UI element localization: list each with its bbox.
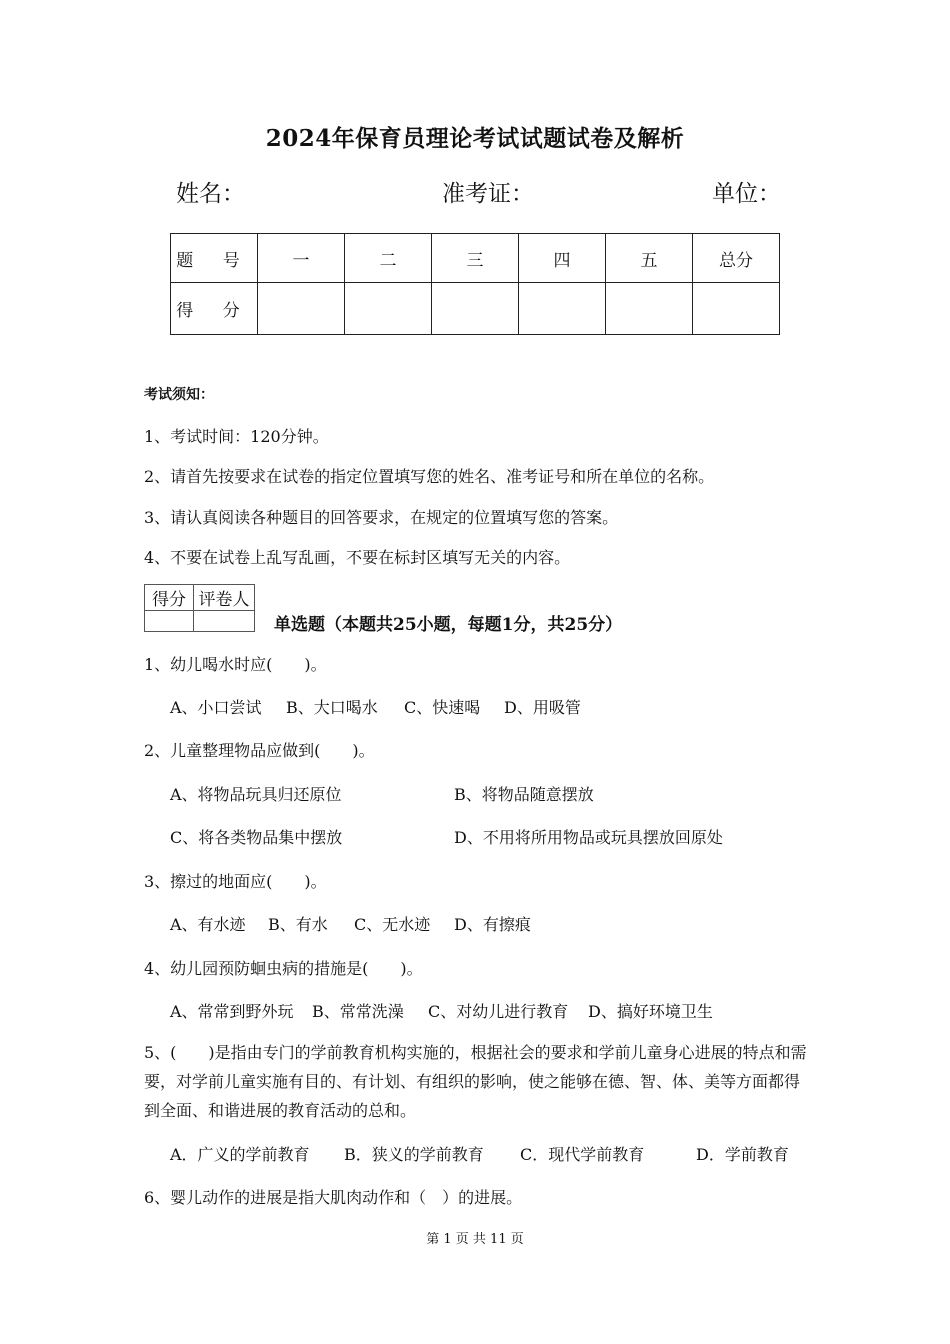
page-title: 2024年保育员理论考试试题试卷及解析 bbox=[265, 125, 685, 152]
score-cell[interactable] bbox=[519, 283, 606, 335]
score-table-column: 四 bbox=[519, 234, 606, 283]
question-stem: 4、幼儿园预防蛔虫病的措施是( )。 bbox=[144, 959, 423, 978]
question-option: D．学前教育 bbox=[696, 1145, 789, 1164]
question-option: C、无水迹 bbox=[354, 915, 431, 934]
question-option: B、有水 bbox=[268, 915, 328, 934]
grader-score-label: 得分 bbox=[145, 585, 194, 611]
question-option: C、快速喝 bbox=[404, 698, 481, 717]
exam-number-label: 准考证： bbox=[442, 181, 534, 207]
question-stem: 3、擦过的地面应( )。 bbox=[144, 872, 327, 891]
score-table bbox=[170, 233, 780, 335]
score-table-column-total: 总分 bbox=[693, 234, 780, 283]
notice-item: 2、请首先按要求在试卷的指定位置填写您的姓名、准考证号和所在单位的名称。 bbox=[144, 467, 715, 486]
question-option: B、常常洗澡 bbox=[312, 1002, 404, 1021]
question-option: D、搞好环境卫生 bbox=[588, 1002, 713, 1021]
page-footer: 第 1 页 共 11 页 bbox=[426, 1232, 524, 1247]
question-option: C、将各类物品集中摆放 bbox=[170, 828, 343, 847]
score-table-column: 五 bbox=[606, 234, 693, 283]
score-table-column: 一 bbox=[258, 234, 345, 283]
score-table-column: 三 bbox=[432, 234, 519, 283]
question-option: A、常常到野外玩 bbox=[170, 1002, 294, 1021]
question-option: D、用吸管 bbox=[504, 698, 581, 717]
question-option: A、将物品玩具归还原位 bbox=[170, 785, 342, 804]
question-option: C、对幼儿进行教育 bbox=[428, 1002, 569, 1021]
score-cell[interactable] bbox=[258, 283, 345, 335]
question-stem: 6、婴儿动作的进展是指大肌肉动作和（ ）的进展。 bbox=[144, 1188, 523, 1207]
question-option: A、有水迹 bbox=[170, 915, 246, 934]
question-option: A、小口尝试 bbox=[170, 698, 262, 717]
question-option: C．现代学前教育 bbox=[520, 1145, 645, 1164]
grader-score-cell[interactable] bbox=[145, 611, 194, 632]
unit-label: 单位： bbox=[712, 181, 781, 207]
question-option: D、有擦痕 bbox=[454, 915, 531, 934]
question-stem: 1、幼儿喝水时应( )。 bbox=[144, 655, 327, 674]
grader-name-cell[interactable] bbox=[194, 611, 255, 632]
grader-name-label: 评卷人 bbox=[194, 585, 255, 611]
question-option: B、大口喝水 bbox=[286, 698, 378, 717]
score-table-header-label: 题 号 bbox=[171, 234, 258, 283]
section-title: 单选题（本题共25小题，每题1分，共25分） bbox=[274, 615, 623, 635]
name-label: 姓名： bbox=[176, 181, 245, 207]
grader-box bbox=[144, 584, 255, 632]
score-cell-total[interactable] bbox=[693, 283, 780, 335]
score-table-column: 二 bbox=[345, 234, 432, 283]
notice-item: 3、请认真阅读各种题目的回答要求，在规定的位置填写您的答案。 bbox=[144, 508, 619, 527]
notice-item: 1、考试时间：120分钟。 bbox=[144, 427, 329, 446]
question-stem: 5、( )是指由专门的学前教育机构实施的，根据社会的要求和学前儿童身心进展的特点和需要，对学前儿童实施有目的、有计划、有组织的影响，使之能够在德、智、体、美等方面都得到全面、和谐进展的教育活动的总和。 bbox=[144, 1043, 807, 1120]
question-option: D、不用将所用物品或玩具摆放回原处 bbox=[454, 828, 723, 847]
score-cell[interactable] bbox=[432, 283, 519, 335]
question-option: A．广义的学前教育 bbox=[170, 1145, 310, 1164]
question-option: B．狭义的学前教育 bbox=[344, 1145, 484, 1164]
notice-heading: 考试须知： bbox=[144, 387, 214, 403]
notice-item: 4、不要在试卷上乱写乱画，不要在标封区填写无关的内容。 bbox=[144, 548, 571, 567]
question-stem: 2、儿童整理物品应做到( )。 bbox=[144, 741, 375, 760]
score-cell[interactable] bbox=[345, 283, 432, 335]
score-cell[interactable] bbox=[606, 283, 693, 335]
question-option: B、将物品随意摆放 bbox=[454, 785, 594, 804]
score-table-row-label: 得 分 bbox=[171, 283, 258, 335]
